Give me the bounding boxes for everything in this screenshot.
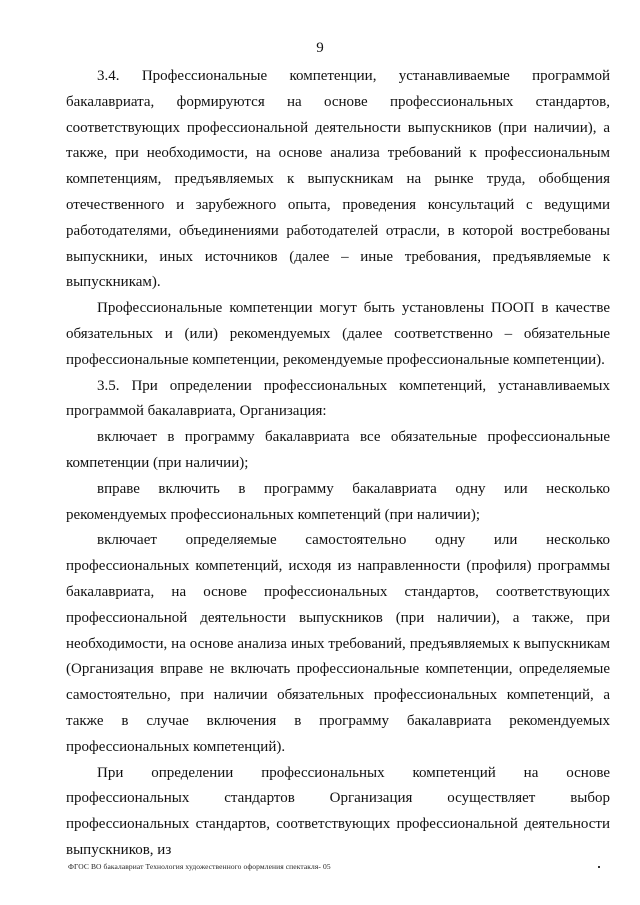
paragraph-includes-self-defined: включает определяемые самостоятельно одну или несколько профессиональных компетенций, исходя из направленности (профиля) программы бакалавриата, на основе профессиональных стандартов, соответствующих профессиональной деятельности выпускников (при наличии), а также, при необходимости, на основе анализа иных требований, предъявляемых к выпускникам (Организация вправе не включать профессиональные компетенции, определяемые самостоятельно, при наличии обязательных профессиональных компетенций, а также в случае включения в программу бакалавриата рекомендуемых профессиональных компетенций). [66, 532, 610, 755]
paragraph-3-5: 3.5. При определении профессиональных компетенций, устанавливаемых программой бакалавриата, Организация: [66, 377, 610, 420]
paragraph-standards-selection: При определении профессиональных компетенций на основе профессиональных стандартов Организация осуществляет выбор профессиональных стандартов, соответствующих профессиональной деятельности выпускников, из [66, 764, 610, 858]
footer-mark [598, 866, 600, 868]
document-body [66, 64, 610, 864]
paragraph-may-include-recommended: вправе включить в программу бакалавриата одну или несколько рекомендуемых профессиональных компетенций (при наличии); [66, 480, 610, 523]
paragraph-includes-mandatory: включает в программу бакалавриата все обязательные профессиональные компетенции (при наличии); [66, 429, 610, 471]
document-footer: ФГОС ВО бакалавриат Технология художественного оформления спектакля- 05 [68, 862, 331, 871]
page-number: 9 [316, 40, 324, 56]
paragraph-3-4: 3.4. Профессиональные компетенции, устанавливаемые программой бакалавриата, формируются на основе профессиональных стандартов, соответствующих профессиональной деятельности выпускников (при наличии), а также, при необходимости, на основе анализа требований к профессиональным компетенциям, предъявляемых к выпускникам на рынке труда, обобщения отечественного и зарубежного опыта, проведения консультаций с ведущими работодателями, объединениями работодателей отрасли, в которой востребованы выпускники, иных источников (далее – иные требования, предъявляемые к выпускникам). [66, 68, 610, 291]
paragraph-professional-competencies-poop: Профессиональные компетенции могут быть установлены ПООП в качестве обязательных и (или) рекомендуемых (далее соответственно – обязательные профессиональные компетенции, рекомендуемые профессиональные компетенции). [66, 300, 610, 368]
